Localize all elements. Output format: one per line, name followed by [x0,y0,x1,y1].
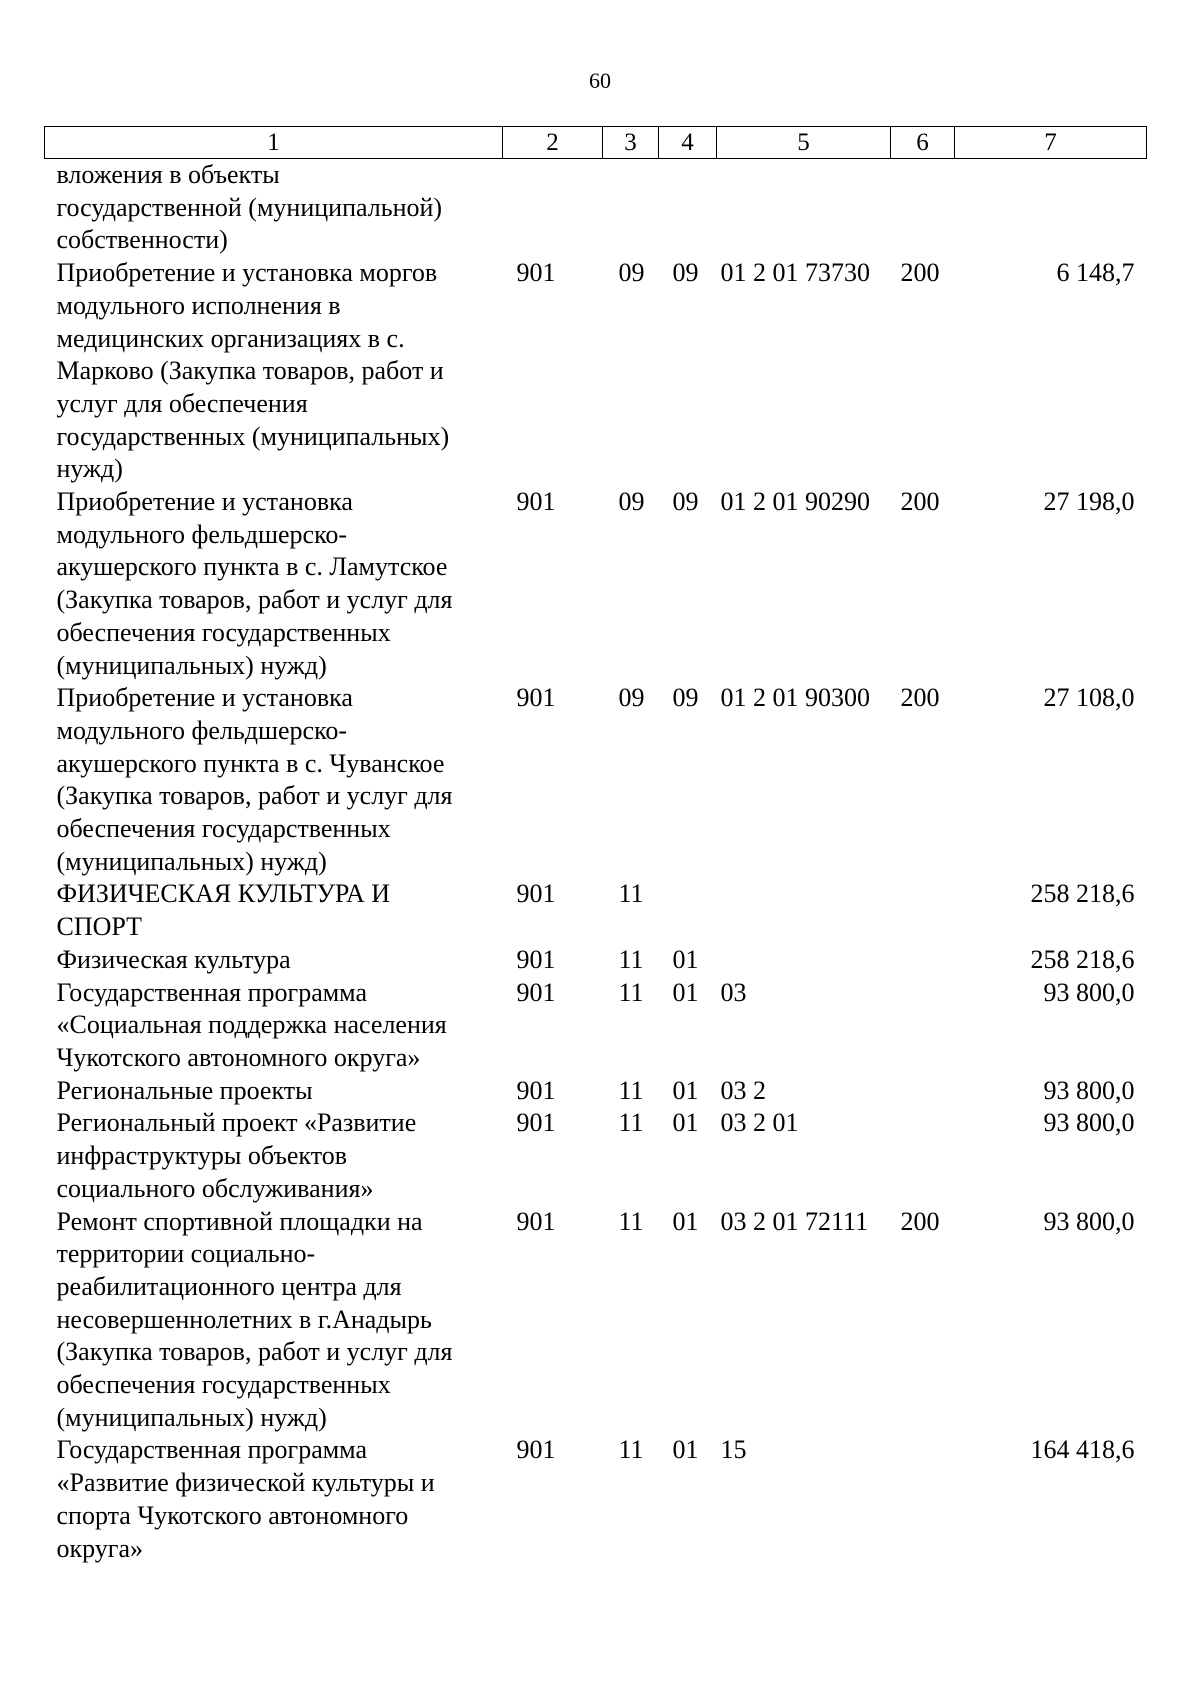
subsection-cell: 01 [672,1435,699,1465]
expense-type-cell: 200 [900,683,940,713]
table-row [45,1434,1147,1565]
column-header: 6 [891,127,955,159]
row-name-cell: Приобретение и установка моргов модульного исполнения в медицинских организациях в с. Марково (Закупка товаров, работ и услуг для обеспечения государственных (муниципальных) нужд) [56,258,450,484]
table-row [45,486,1147,682]
table-row [45,878,1147,943]
column-header: 7 [955,127,1147,159]
target-article-cell: 03 2 01 [720,1108,799,1138]
subsection-cell: 09 [672,487,699,517]
subsection-cell: 01 [672,1206,699,1236]
expense-type-cell [891,159,955,258]
budget-table [44,126,1147,1565]
admin-code-cell: 901 [516,944,556,974]
row-name-cell: Региональные проекты [56,1075,313,1105]
section-cell: 09 [618,683,645,713]
amount-cell: 93 800,0 [1043,977,1135,1007]
target-article-cell [717,878,891,943]
amount-cell: 258 218,6 [1030,879,1135,909]
row-name-cell: Приобретение и установка модульного фельдшерско- акушерского пункта в с. Ламутское (Закупка товаров, работ и услуг для обеспечения государственных (муниципальных) нужд) [56,487,453,680]
admin-code-cell [503,159,603,258]
table-header-row [45,127,1147,159]
section-cell: 09 [618,487,645,517]
row-name-cell: Государственная программа «Социальная поддержка населения Чукотского автономного округа» [56,977,447,1072]
table-row [45,944,1147,977]
subsection-cell: 09 [672,258,699,288]
target-article-cell [717,944,891,977]
section-cell: 11 [618,1108,644,1138]
admin-code-cell: 901 [516,258,556,288]
amount-cell: 27 198,0 [1043,487,1135,517]
amount-cell: 258 218,6 [1030,944,1135,974]
target-article-cell: 15 [720,1435,747,1465]
subsection-cell [659,159,717,258]
column-header: 4 [659,127,717,159]
section-cell: 09 [618,258,645,288]
admin-code-cell: 901 [516,1206,556,1236]
table-row [45,159,1147,258]
expense-type-cell: 200 [900,1206,940,1236]
amount-cell: 164 418,6 [1030,1435,1135,1465]
row-name-cell: ФИЗИЧЕСКАЯ КУЛЬТУРА И СПОРТ [56,879,391,942]
page-number: 60 [589,68,611,93]
table-row [45,1107,1147,1205]
section-cell: 11 [618,1435,644,1465]
table-body [45,159,1147,1566]
expense-type-cell [891,1075,955,1108]
section-cell: 11 [618,944,644,974]
amount-cell: 27 108,0 [1043,683,1135,713]
column-header: 3 [603,127,659,159]
row-name-cell: Региональный проект «Развитие инфраструктуры объектов социального обслуживания» [56,1108,417,1203]
amount-cell [955,159,1147,258]
expense-type-cell [891,944,955,977]
subsection-cell: 01 [672,944,699,974]
column-header: 1 [45,127,503,159]
expense-type-cell: 200 [900,487,940,517]
amount-cell: 93 800,0 [1043,1075,1135,1105]
table-row [45,977,1147,1075]
admin-code-cell: 901 [516,487,556,517]
amount-cell: 93 800,0 [1043,1206,1135,1236]
target-article-cell: 03 2 01 72111 [720,1206,869,1236]
section-cell: 11 [618,879,644,909]
admin-code-cell: 901 [516,683,556,713]
table-row [45,1075,1147,1108]
admin-code-cell: 901 [516,1108,556,1138]
expense-type-cell [891,977,955,1075]
admin-code-cell: 901 [516,1075,556,1105]
subsection-cell [659,878,717,943]
row-name-cell: Физическая культура [56,944,291,974]
expense-type-cell [891,878,955,943]
subsection-cell: 01 [672,1108,699,1138]
admin-code-cell: 901 [516,1435,556,1465]
target-article-cell: 01 2 01 90300 [720,683,870,713]
amount-cell: 93 800,0 [1043,1108,1135,1138]
section-cell: 11 [618,977,644,1007]
target-article-cell: 03 2 [720,1075,766,1105]
subsection-cell: 01 [672,1075,699,1105]
subsection-cell: 01 [672,977,699,1007]
row-name-cell: Ремонт спортивной площадки на территории социально- реабилитационного центра для несовершеннолетних в г.Анадырь (Закупка товаров, работ и услуг для обеспечения государственных (муниципальных) нужд) [56,1206,453,1432]
amount-cell: 6 148,7 [1056,258,1135,288]
row-name-cell: Приобретение и установка модульного фельдшерско- акушерского пункта в с. Чуванское (Закупка товаров, работ и услуг для обеспечения государственных (муниципальных) нужд) [56,683,453,876]
target-article-cell: 03 [720,977,747,1007]
column-header: 2 [503,127,603,159]
table-row [45,257,1147,486]
table-row [45,682,1147,878]
section-cell: 11 [618,1206,644,1236]
row-name-cell: вложения в объекты государственной (муниципальной) собственности) [56,160,443,255]
subsection-cell: 09 [672,683,699,713]
section-cell: 11 [618,1075,644,1105]
table-row [45,1206,1147,1435]
row-name-cell: Государственная программа «Развитие физической культуры и спорта Чукотского автономного округа» [56,1435,435,1563]
column-header: 5 [717,127,891,159]
expense-type-cell [891,1107,955,1205]
admin-code-cell: 901 [516,879,556,909]
expense-type-cell [891,1434,955,1565]
admin-code-cell: 901 [516,977,556,1007]
target-article-cell [717,159,891,258]
target-article-cell: 01 2 01 90290 [720,487,870,517]
target-article-cell: 01 2 01 73730 [720,258,870,288]
section-cell [603,159,659,258]
expense-type-cell: 200 [900,258,940,288]
